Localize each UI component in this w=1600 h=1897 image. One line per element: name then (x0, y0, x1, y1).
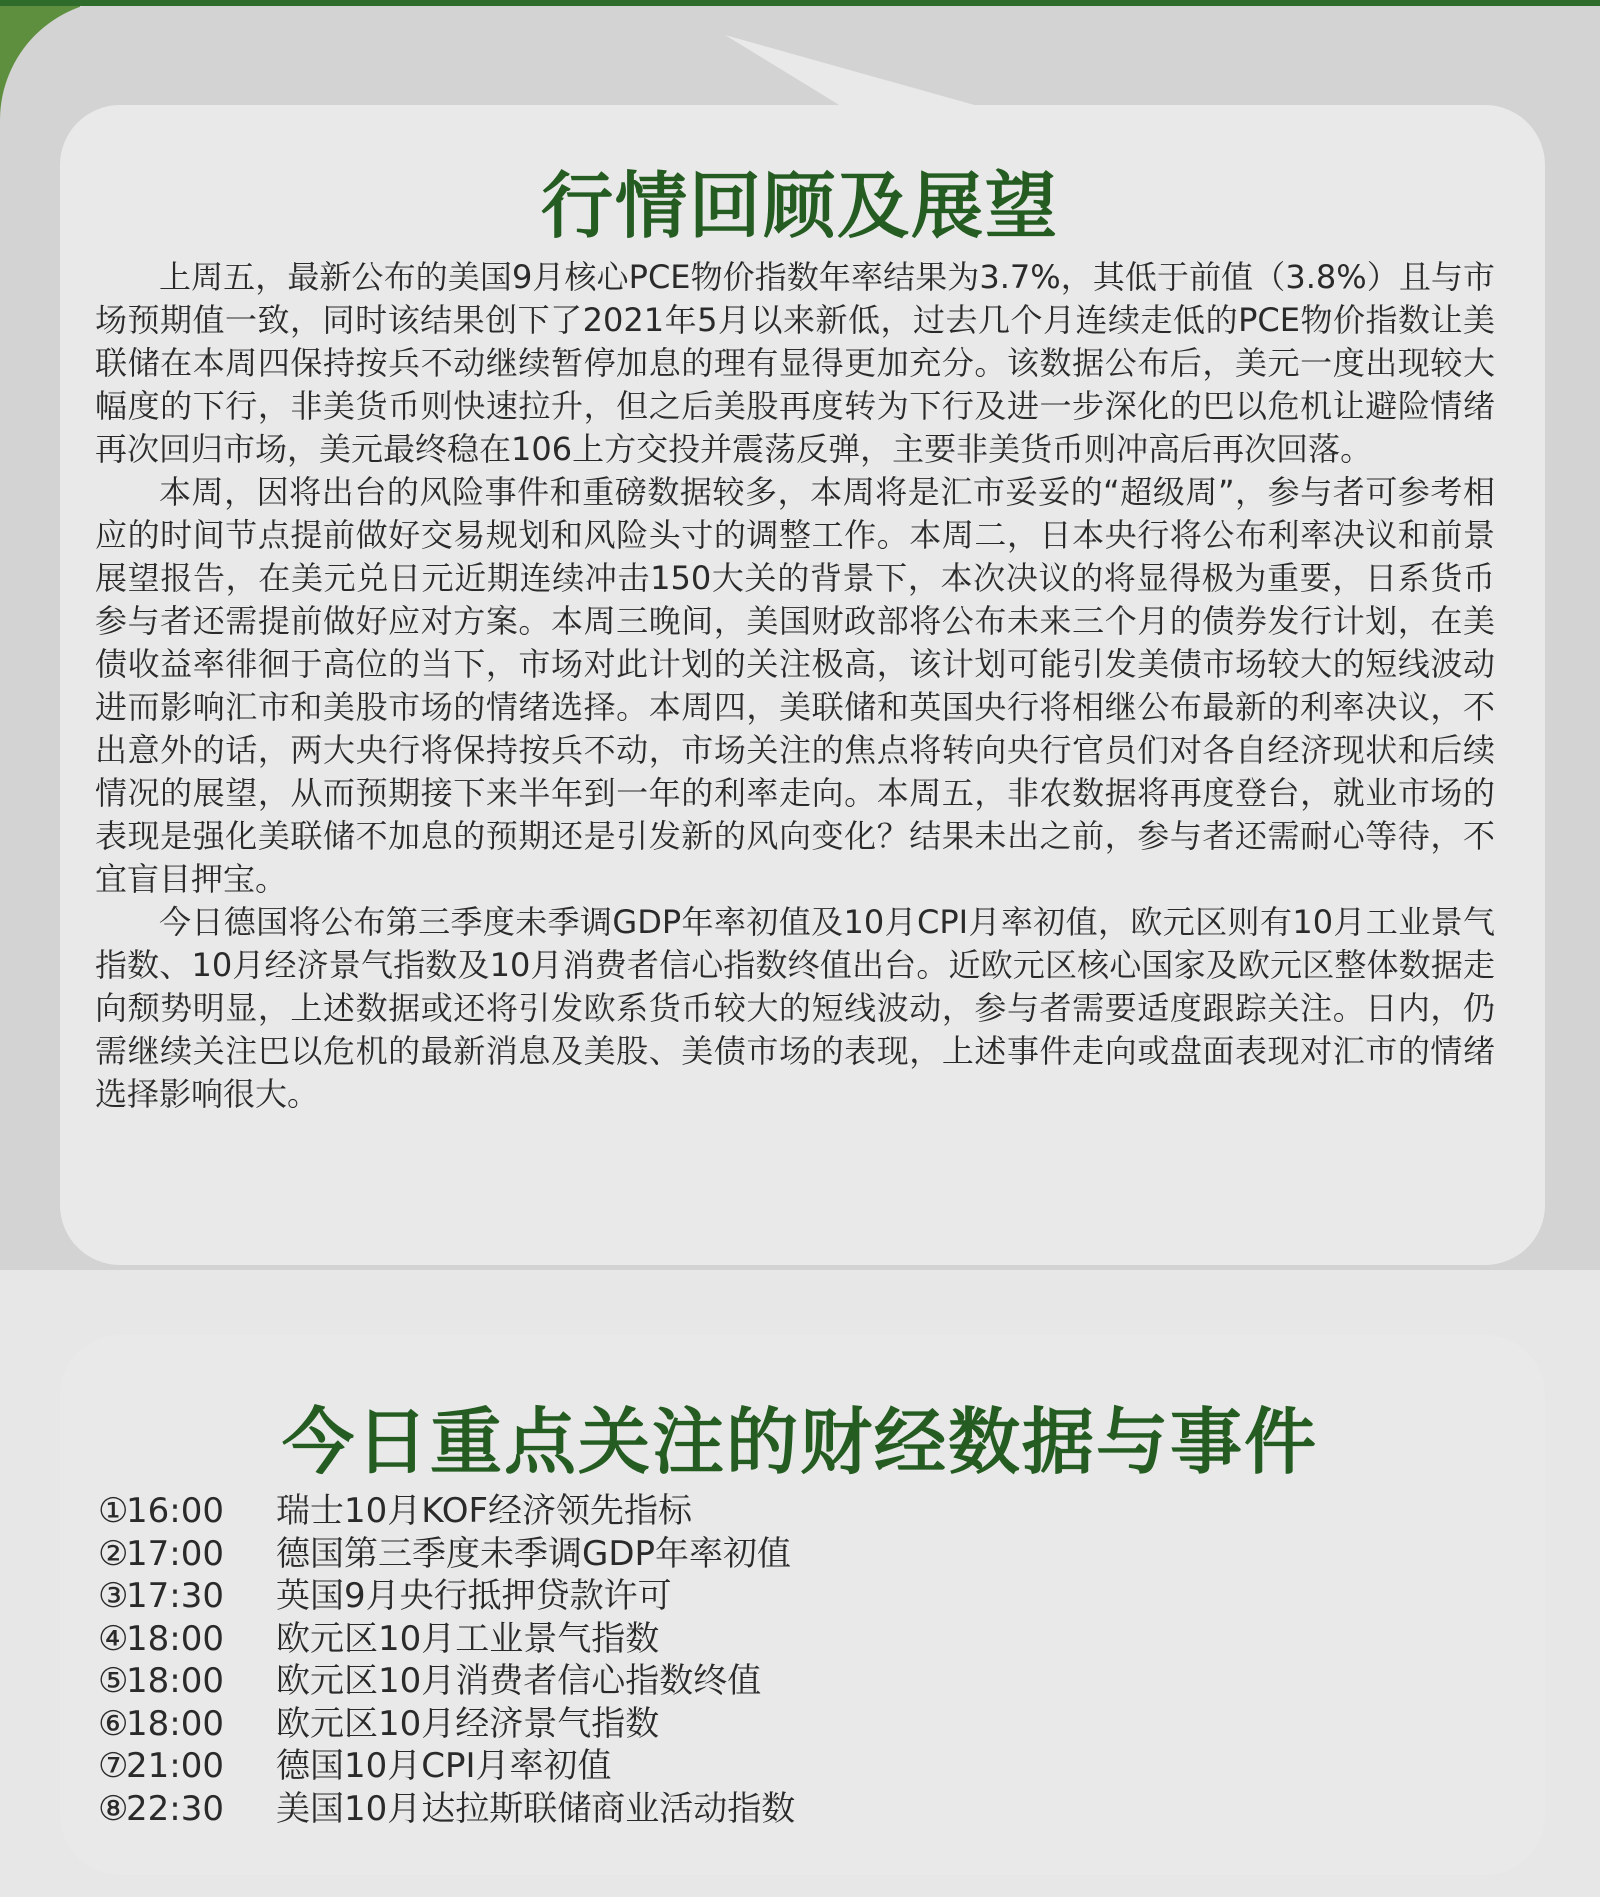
list-item (98, 1703, 1298, 1746)
event-time: 18:00 (126, 1703, 224, 1744)
market-review-title: 行情回顾及展望 (540, 164, 1059, 248)
list-item (98, 1660, 1298, 1703)
key-events-title: 今日重点关注的财经数据与事件 (281, 1400, 1318, 1484)
event-text: 英国9月央行抵押贷款许可 (276, 1576, 672, 1616)
event-text: 欧元区10月消费者信心指数终值 (276, 1661, 762, 1701)
event-time: 17:00 (126, 1533, 224, 1574)
event-text: 欧元区10月工业景气指数 (276, 1618, 660, 1659)
list-item (98, 1575, 1298, 1618)
event-text: 德国10月CPI月率初值 (276, 1746, 612, 1786)
event-number: ③ (98, 1576, 129, 1616)
event-text: 德国第三季度未季调GDP年率初值 (276, 1533, 792, 1574)
paragraph: 本周，因将出台的风险事件和重磅数据较多，本周将是汇市妥妥的“超级周”，参与者可参考相应的时间节点提前做好交易规划和风险头寸的调整工作。本周二，日本央行将公布利率决议和前景展望报告，在美元兑日元近期连续冲击150大关的背景下，本次决议的将显得极为重要，日系货币参与者还需提前做好应对方案。本周三晚间，美国财政部将公布未来三个月的债券发行计划，在美债收益率徘徊于高位的当下，市场对此计划的关注极高，该计划可能引发美债市场较大的短线波动进而影响汇市和美股市场的情绪选择。本周四，美联储和英国央行将相继公布最新的利率决议，不出意外的话，两大央行将保持按兵不动，市场关注的焦点将转向央行官员们对各自经济现状和后续情况的展望，从而预期接下来半年到一年的利率走向。本周五，非农数据将再度登台，就业市场的表现是强化美联储不加息的预期还是引发新的风向变化？结果未出之前，参与者还需耐心等待，不宜盲目押宝。 (95, 473, 1495, 898)
event-number: ⑤ (98, 1661, 129, 1701)
list-item (98, 1745, 1298, 1788)
event-time: 17:30 (126, 1576, 224, 1616)
list-item (98, 1788, 1298, 1831)
paragraph: 今日德国将公布第三季度未季调GDP年率初值及10月CPI月率初值，欧元区则有10月工业景气指数、10月经济景气指数及10月消费者信心指数终值出台。近欧元区核心国家及欧元区整体数据走向颓势明显，上述数据或还将引发欧系货币较大的短线波动，参与者需要适度跟踪关注。日内，仍需继续关注巴以危机的最新消息及美股、美债市场的表现，上述事件走向或盘面表现对汇市的情绪选择影响很大。 (95, 903, 1495, 1113)
event-time: 21:00 (126, 1746, 224, 1786)
market-review-body (95, 256, 1495, 1116)
event-number: ⑥ (98, 1703, 129, 1744)
list-item (98, 1618, 1298, 1661)
event-text: 欧元区10月经济景气指数 (276, 1703, 660, 1744)
event-text: 美国10月达拉斯联储商业活动指数 (276, 1788, 796, 1829)
event-number: ⑧ (98, 1788, 129, 1829)
paragraph: 上周五，最新公布的美国9月核心PCE物价指数年率结果为3.7%，其低于前值（3.8%）且与市场预期值一致，同时该结果创下了2021年5月以来新低，过去几个月连续走低的PCE物价指数让美联储在本周四保持按兵不动继续暂停加息的理有显得更加充分。该数据公布后，美元一度出现较大幅度的下行，非美货币则快速拉升，但之后美股再度转为下行及进一步深化的巴以危机让避险情绪再次回归市场，美元最终稳在106上方交投并震荡反弹，主要非美货币则冲高后再次回落。 (95, 258, 1495, 468)
event-number: ① (98, 1491, 129, 1531)
top-green-strip (0, 0, 1600, 6)
event-text: 瑞士10月KOF经济领先指标 (276, 1491, 693, 1531)
list-item (98, 1490, 1298, 1533)
event-time: 18:00 (126, 1661, 224, 1701)
event-time: 16:00 (126, 1491, 224, 1531)
event-number: ④ (98, 1618, 129, 1659)
list-item (98, 1533, 1298, 1576)
event-number: ⑦ (98, 1746, 129, 1786)
events-list (98, 1490, 1298, 1830)
event-time: 22:30 (126, 1788, 224, 1829)
event-time: 18:00 (126, 1618, 224, 1659)
event-number: ② (98, 1533, 129, 1574)
